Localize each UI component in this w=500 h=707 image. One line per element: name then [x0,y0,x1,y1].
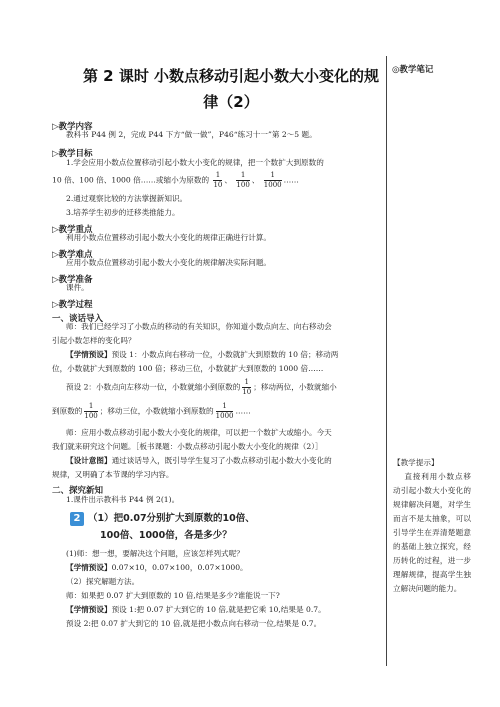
fraction-b: $\frac{1}{100}$ [84,402,98,420]
part2-q6: 预设 2:把 0.07 扩大到它的 10 倍,就是把小数点向右移动一位,结果是 0.7。 [66,619,322,628]
part2-q3: （2）探究解题方法。 [66,577,140,586]
fraction-1-10: $\frac{1}{10}$ [213,171,223,189]
fraction-a: $\frac{1}{10}$ [242,378,252,396]
lesson-title-line2: 律（2） [203,93,259,111]
goal-1a: 1.学会应用小数点位置移动引起小数大小变化的规律，把一个数扩大到原数的 [66,158,324,167]
goal-1b-text: 10 倍、100 倍、1000 倍……或缩小为原数的 [52,175,210,185]
goal-2: 2.通过观察比较的方法掌握新知识。 [66,194,188,203]
fraction-c: $\frac{1}{1000}$ [215,402,234,420]
part2-heading: 二、探究新知 [52,486,104,496]
example-line1: （1）把0.07分别扩大到原数的10倍、 [88,513,255,524]
notes-divider [386,56,388,666]
part1-p2b: 位，小数就扩大到原数的 100 倍；移动三位，小数就扩大到原数的 1000 倍…… [52,364,324,373]
example-line2: 100倍、1000倍，各是多少？ [100,530,232,541]
part2-q5: 【学情预设】预设 1:把 0.07 扩大到它的 10 倍,就是把它乘 10,结果是 0.7。 [66,605,326,614]
heading-difficult: ▷教学难点 [52,250,93,260]
part1-p1: 师：我们已经学习了小数点的移动的有关知识，你知道小数点向左、向右移动会 [66,322,332,331]
lesson-title-line1: 第 2 课时 小数点移动引起小数大小变化的规 [82,67,380,85]
heading-key: ▷教学重点 [52,225,93,235]
key-text: 利用小数点位置移动引起小数大小变化的规律正确进行计算。 [66,233,272,242]
tag-situation-1: 【学情预设】 [66,350,112,359]
tip-heading: 【教学提示】 [393,458,439,467]
heading-goals: ▷教学目标 [52,149,93,159]
part2-q2: 【学情预设】0.07×10，0.07×100，0.07×1000。 [66,563,248,572]
heading-process: ▷教学过程 [52,300,93,310]
heading-content: ▷教学内容 [52,122,93,132]
heading-prep: ▷教学准备 [52,275,93,285]
part2-p1: 1.课件出示教科书 P44 例 2(1)。 [66,495,180,504]
part1-p3c: 到原数的 $\frac{1}{100}$ ；移动三位，小数就缩小到原数的 $\frac{1}{1000}$ …… [52,402,251,420]
part1-p1b: 引起小数怎样的变化吗？ [52,336,136,345]
part1-p4b: 我们就来研究这个问题。［板书课题：小数点移动引起小数大小变化的规律（2）］ [52,442,323,451]
part2-q4: 师：如果把 0.07 扩大到原数的 10 倍,结果是多少?谁能说一下? [66,591,280,600]
fraction-1-100: $\frac{1}{100}$ [236,171,250,189]
tag-situation-2: 【学情预设】 [66,563,112,572]
part1-p3: 预设 2：小数点向左移动一位，小数就缩小到原数的 $\frac{1}{10}$ ；移动两位，小数就缩小 [66,378,337,396]
part1-p4: 师：应用小数点移动引起小数大小变化的规律，可以把一个数扩大或缩小。今天 [66,428,332,437]
part1-heading: 一、谈话导入 [52,314,104,324]
part1-p5: 【设计意图】通过谈话导入，既引导学生复习了小数点移动引起小数大小变化的 [66,456,332,465]
goal-1b: 10 倍、100 倍、1000 倍……或缩小为原数的 $\frac{1}{10}$ 、 $\frac{1}{100}$ 、 $\frac{1}{1000}$ …… [52,171,299,189]
part1-p2: 【学情预设】预设 1：小数点向右移动一位，小数就扩大到原数的 10 倍；移动两 [66,350,339,359]
goal-3: 3.培养学生初步的迁移类推能力。 [66,208,180,217]
fraction-1-1000: $\frac{1}{1000}$ [263,171,282,189]
prep-text: 课件。 [66,283,89,292]
notes-header: ◎教学笔记 [392,65,434,75]
tag-design: 【设计意图】 [66,456,112,465]
tag-situation-3: 【学情预设】 [66,605,112,614]
part2-q1: (1)师：想一想，要解决这个问题，应该怎样列式呢？ [66,549,244,558]
difficult-text: 应用小数点位置移动引起小数大小变化的规律解决实际问题。 [66,258,272,267]
part1-p5b: 规律，又明确了本节课的学习内容。 [52,470,174,479]
content-text: 教科书 P44 例 2，完成 P44 下方“做一做”，P46“练习十一”第 2～5 题。 [66,130,317,139]
tip-text: 直接利用小数点移动引起小数大小变化的规律解决问题，对学生而言不是太抽象，可以引导学生在弄清楚题意的基础上独立探究，经历转化的过程，进一步理解规律，提高学生独立解决问题的能力。 [393,472,471,593]
example-badge: 2 [70,512,84,526]
